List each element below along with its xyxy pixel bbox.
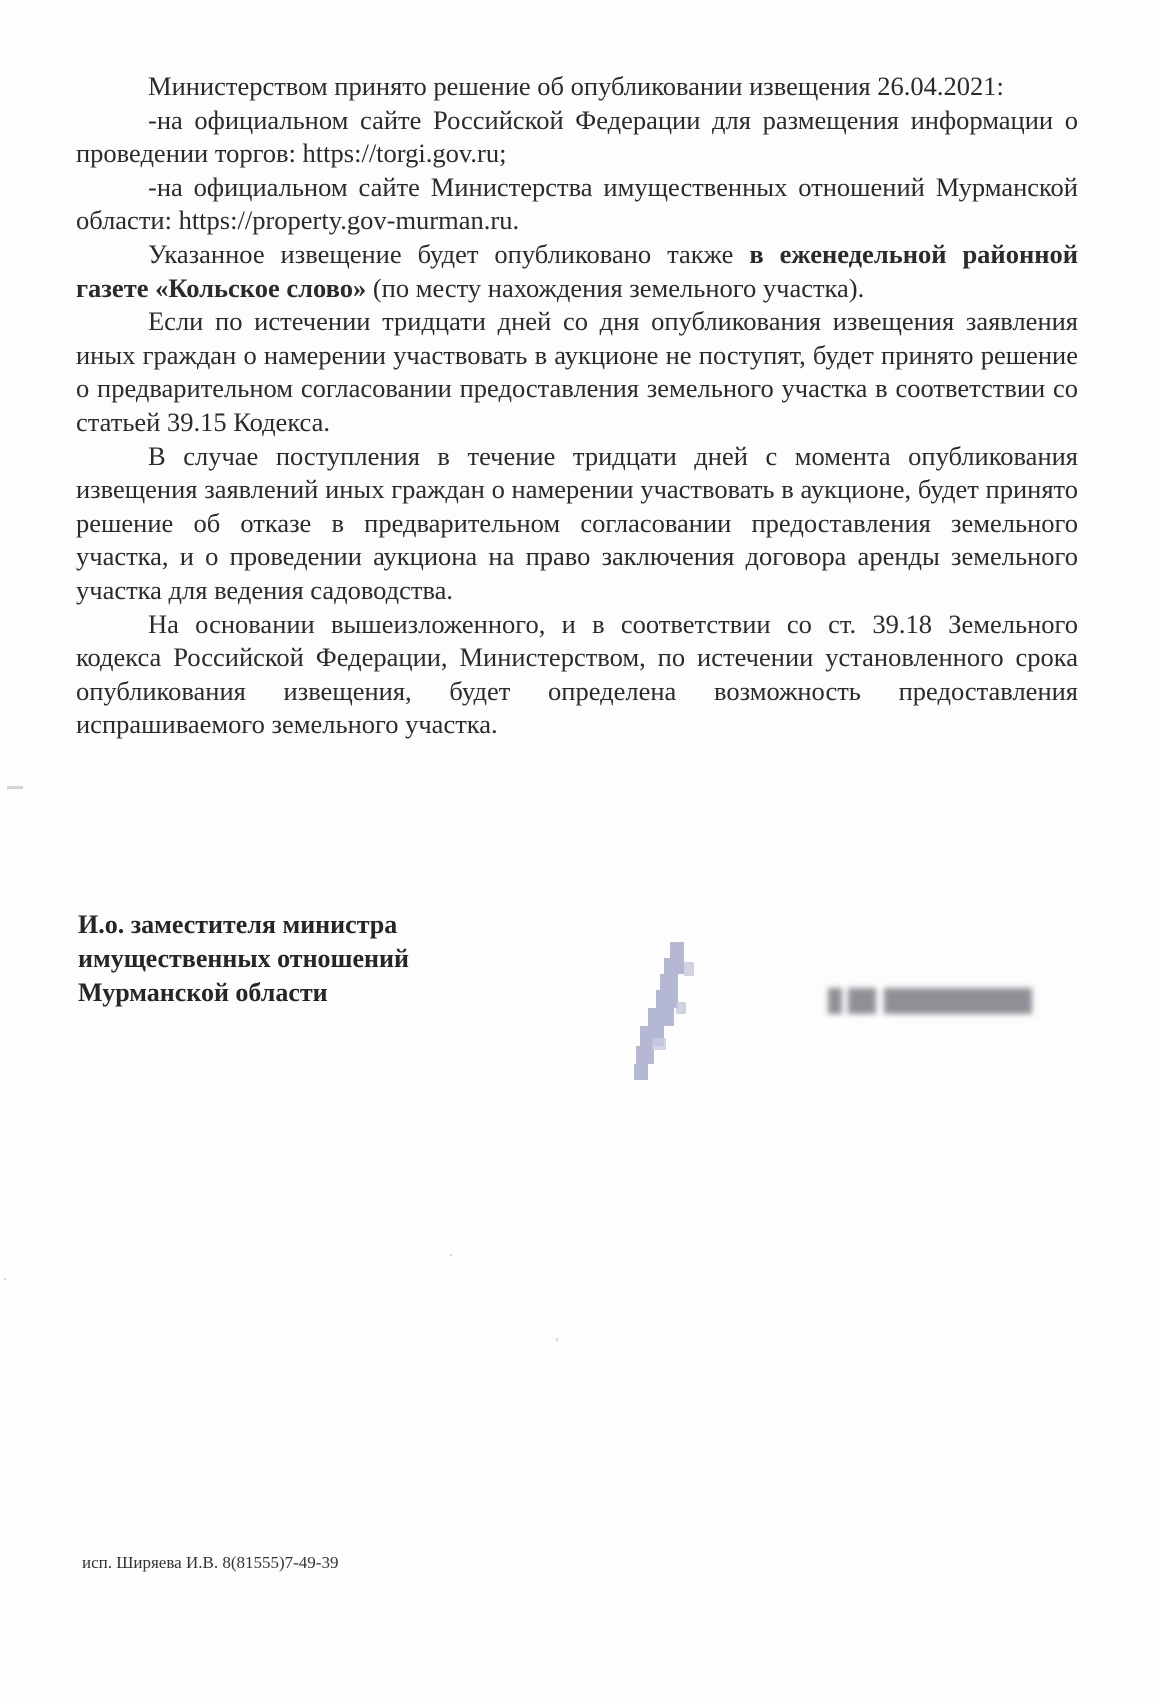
paragraph-conclusion: На основании вышеизложенного, и в соответствии со ст. 39.18 Земельного кодекса Российской Федерации, Министерством, по истечении установленного срока опубликования извещения, будет определена возможность предоставления испрашиваемого земельного участка. [76, 608, 1078, 740]
paragraph-newspaper [76, 238, 1078, 305]
paragraph-ministry-site: -на официальном сайте Министерства имущественных отношений Мурманской области: https://property.gov-murman.ru. [76, 171, 1078, 236]
paragraph-torgi-site: -на официальном сайте Российской Федерации для размещения информации о проведении торгов: https://torgi.gov.ru; [76, 104, 1078, 169]
paragraph-publication-decision: Министерством принято решение об опубликовании извещения 26.04.2021: [148, 71, 1004, 101]
signatory-title-line2: имущественных отношений [78, 944, 409, 973]
scan-speck [7, 786, 23, 789]
letter-body [76, 70, 1078, 742]
executor-contact: исп. Ширяева И.В. 8(81555)7-49-39 [82, 1553, 339, 1572]
newspaper-name: в еженедельной районной газете «Кольское слово» [76, 238, 1079, 303]
scan-speck [4, 1278, 6, 1280]
signatory-title [78, 908, 409, 1010]
paragraph-applications-received: В случае поступления в течение тридцати дней с момента опубликования извещения заявлений иных граждан о намерении участвовать в аукционе, будет принято решение об отказе в предварительном согласовании предоставления земельного участка, и о проведении аукциона на право заключения договора аренды земельного участка для ведения садоводства. [76, 440, 1078, 605]
scan-speck [450, 1254, 452, 1256]
signatory-title-line1: И.о. заместителя министра [78, 910, 398, 939]
handwritten-signature [630, 942, 700, 1082]
scan-speck [556, 1338, 558, 1341]
newspaper-text-end: (по месту нахождения земельного участка). [366, 272, 865, 303]
paragraph-no-applications: Если по истечении тридцати дней со дня опубликования извещения заявления иных граждан о намерении участвовать в аукционе не поступят, будет принято решение о предварительном согласовании предоставления земельного участка в соответствии со статьей 39.15 Кодекса. [76, 306, 1078, 437]
signatory-name-redacted [828, 988, 1032, 1014]
signatory-title-line3: Мурманской области [78, 978, 328, 1007]
newspaper-text-start: Указанное извещение будет опубликовано также [148, 238, 750, 269]
